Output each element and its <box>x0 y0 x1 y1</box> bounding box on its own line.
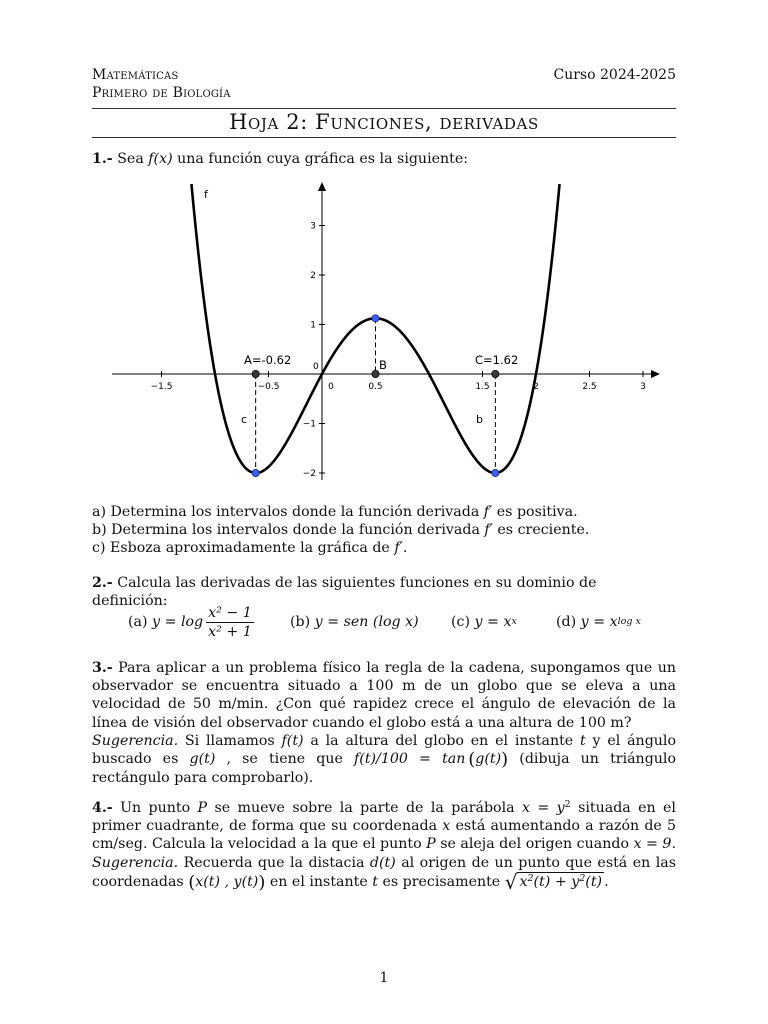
math-gt: g(t) <box>475 751 502 768</box>
math-tan-equation: f(t)/100 = tan <box>354 751 466 768</box>
hint-text: a la altura del globo en el instante <box>303 732 581 749</box>
problem-2-number: 2.- <box>92 575 113 591</box>
math-p: P <box>426 836 436 853</box>
x-tick-label: 2 <box>533 382 539 392</box>
math-x-equals-9: x = 9 <box>633 836 672 853</box>
equation-b <box>290 600 419 644</box>
math-fx: f(x) <box>148 151 173 167</box>
hint-text: en el instante <box>265 873 373 890</box>
math-dt: d(t) <box>369 854 396 871</box>
problem-2-text: Calcula las derivadas de las siguientes funciones en su dominio de definición: <box>92 575 597 610</box>
x-tick-label: 2.5 <box>582 382 597 392</box>
problem-1-statement <box>92 150 676 168</box>
math-t: t <box>580 732 586 749</box>
page-number: 1 <box>379 970 389 986</box>
math-fprime: f′ <box>483 504 493 520</box>
extremum-point <box>252 469 259 476</box>
problem-1-items <box>92 503 676 558</box>
problem-1-item-b <box>92 521 676 539</box>
equation-c: (c) y = x x <box>451 614 517 630</box>
fraction-numerator: x² − 1 <box>208 604 252 621</box>
subject-name: Matemáticas <box>92 67 179 83</box>
axis-point <box>252 370 259 377</box>
x-tick-label: −0.5 <box>257 382 280 392</box>
hint-text: , se tiene que <box>215 751 355 768</box>
math-coordinates: x(t) , y(t) <box>195 873 259 890</box>
equation-a <box>128 600 257 644</box>
equation-d-expr: y = x <box>580 614 618 630</box>
dashed-guides <box>256 318 496 473</box>
hint-text: Recuerda que la distacia <box>178 854 370 871</box>
segment-label-c: c <box>241 413 248 426</box>
problem-4-text: se mueve sobre la parte de la parábola <box>207 800 522 816</box>
problem-1-text: Sea <box>112 151 149 167</box>
x-tick-label: 1.5 <box>475 382 490 392</box>
point-label-a: A=-0.62 <box>244 353 292 367</box>
problem-3-text: Para aplicar a un problema físico la regla de la cadena, supongamos que un observador se encuentra situado a 100 m de un globo que se eleva a una velocidad de 50 m/min. ¿Con qué rapidez crece el ángulo de elevación de la línea de visión del observador cuando el globo está a una altura de 100 m? <box>92 660 676 731</box>
item-text: a) Determina los intervalos donde la función derivada <box>92 504 484 520</box>
problem-1-item-a <box>92 503 676 521</box>
x-tick-label: 0 <box>328 382 334 392</box>
problem-3-number: 3.- <box>92 660 113 676</box>
y-tick-label: 1 <box>310 320 316 331</box>
problem-1-item-c <box>92 539 676 557</box>
header-rule-bottom <box>92 137 676 138</box>
hint-text: (dibuja un triángulo rectángulo para comprobarlo). <box>92 751 676 787</box>
y-axis-arrow <box>318 182 326 191</box>
curve-label-f: f <box>204 188 208 201</box>
problem-4-statement: 4.- Un punto P se mueve sobre la parte de la parábola $x = y^2$ situada en el primer cuadrante, de forma que su coordenada x está aumentando a razón de 5 cm/seg. Calcula la velocidad a la que el punto P se aleja del origen cuando x = 9. Sugerencia. Recuerda que la distacia d(t) al origen de un punto que está en las coordenadas (x(t) , y(t)) en el instante t es precisamente √ $x^2(t) + y^2(t)$ . <box>92 799 676 894</box>
extremum-point <box>492 469 499 476</box>
problem-4-text: está aumentando a razón de 5 cm/seg. Calcula la velocidad a la que el punto <box>92 818 676 853</box>
problem-1-text: una función cuya gráfica es la siguiente: <box>172 151 469 167</box>
function-graph <box>0 172 768 502</box>
equation-a-lhs: y = log <box>152 614 204 630</box>
hint-text: . <box>604 873 609 890</box>
axis-ticks <box>151 222 646 480</box>
hint-text: es precisamente <box>377 873 505 890</box>
math-fprime: f′ <box>484 522 493 539</box>
problem-4-text: . <box>671 836 676 853</box>
equation-c-label: (c) <box>451 614 471 630</box>
problem-4-text: se aleja del origen cuando <box>435 836 634 853</box>
problem-4-text: situada en el primer cuadrante, de forma que su coordenada <box>92 800 676 835</box>
problem-4-text: Un punto <box>112 800 198 816</box>
x-tick-label: −1.5 <box>150 382 173 392</box>
sqrt-part: (t) + y <box>533 873 580 890</box>
math-parabola: x = y <box>521 800 565 816</box>
hint-label: Sugerencia. <box>92 854 179 871</box>
math-fprime: f′ <box>394 540 403 557</box>
origin-label: 0 <box>313 362 319 372</box>
item-text: . <box>402 540 408 557</box>
course-year: Curso 2024-2025 <box>553 67 676 83</box>
problem-1-number: 1.- <box>92 151 113 167</box>
equation-a-label: (a) <box>128 614 148 630</box>
fraction <box>206 605 254 640</box>
course-name: Primero de Biología <box>92 85 231 101</box>
problem-4-number: 4.- <box>92 800 113 816</box>
graph-axes <box>112 182 660 480</box>
item-text: b) Determina los intervalos donde la función derivada <box>92 522 485 539</box>
graph-labels <box>204 188 518 426</box>
point-label-c: C=1.62 <box>475 353 519 367</box>
problem-2-equations <box>0 600 768 644</box>
math-gt: g(t) <box>189 751 216 768</box>
y-tick-label: 2 <box>310 271 316 281</box>
sqrt-part: (t) <box>585 873 603 890</box>
point-label-b: B <box>379 358 387 372</box>
math-t: t <box>372 873 378 890</box>
sqrt-part: x <box>519 873 528 890</box>
x-tick-label: 0.5 <box>368 382 383 392</box>
math-x: x <box>442 818 451 835</box>
problem-3-statement: 3.- Para aplicar a un problema físico la regla de la cadena, supongamos que un observador se encuentra situado a 100 m de un globo que se eleva a una velocidad de 50 m/min. ¿Con qué rapidez crece el ángulo de elevación de la línea de visión del observador cuando el globo está a una altura de 100 m? Sugerencia. Si llamamos f(t) a la altura del globo en el instante t y el ángulo buscado es g(t) , se tiene que f(t)/100 = tan (g(t)) (dibuja un triángulo rectángulo para comprobarlo). <box>92 660 676 787</box>
x-axis-arrow <box>651 370 660 378</box>
math-sqrt: $x^2(t) + y^2(t)$ <box>519 872 603 890</box>
hint-label: Sugerencia. <box>92 732 179 749</box>
equation-b-expr: y = sen (log x) <box>314 614 419 630</box>
extremum-point <box>372 315 379 322</box>
y-tick-label: 3 <box>310 221 316 232</box>
y-tick-label: −2 <box>302 469 316 479</box>
equation-c-expr: y = x <box>474 614 512 630</box>
item-text: es creciente. <box>492 522 590 539</box>
item-text: c) Esboza aproximadamente la gráfica de <box>92 540 395 557</box>
y-tick-label: −1 <box>302 419 316 430</box>
axis-point <box>492 370 499 377</box>
hint-text: al origen de un punto que está en las coordenadas <box>92 854 676 890</box>
segment-label-b: b <box>476 413 483 426</box>
hint-text: y el ángulo buscado es <box>92 732 676 768</box>
page-title: Hoja 2: Funciones, derivadas <box>229 110 539 134</box>
x-tick-label: 3 <box>640 382 646 392</box>
hint-text: Si llamamos <box>178 732 282 749</box>
header-left <box>92 66 231 102</box>
math-p: P <box>197 800 208 816</box>
header-rule-top <box>92 108 676 109</box>
math-ft: f(t) <box>281 732 304 749</box>
equation-b-label: (b) <box>290 614 311 630</box>
fraction-denominator: x² + 1 <box>208 623 252 640</box>
item-text: es positiva. <box>492 504 578 520</box>
equation-d-label: (d) <box>556 614 577 630</box>
equation-d: (d) y = x log x <box>556 614 641 630</box>
